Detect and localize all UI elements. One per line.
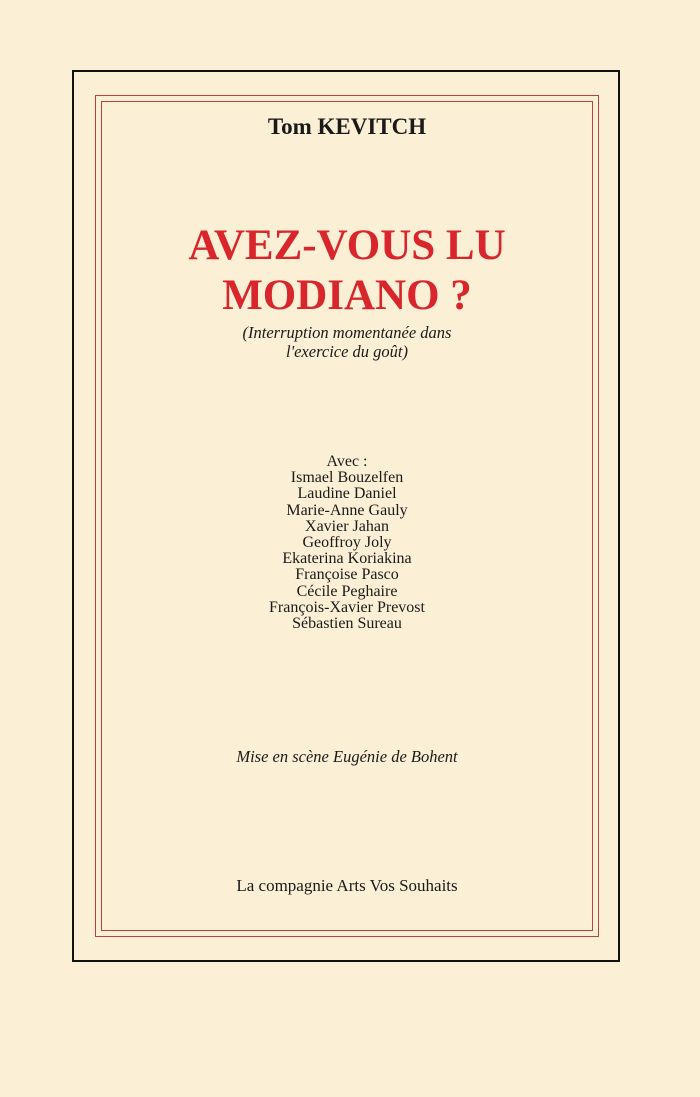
- title-line-2: MODIANO ?: [222, 272, 472, 319]
- cast-member: Cécile Peghaire: [296, 582, 398, 600]
- book-subtitle: [101, 323, 593, 361]
- cast-member: Françoise Pasco: [295, 566, 399, 584]
- cast-list: [101, 454, 593, 632]
- book-title: [101, 221, 593, 321]
- cast-member: Ismael Bouzelfen: [290, 469, 404, 487]
- subtitle-line-2: l'exercice du goût): [285, 342, 409, 361]
- author-name: Tom KEVITCH: [267, 114, 427, 139]
- company-name: La compagnie Arts Vos Souhaits: [236, 876, 458, 895]
- director-credit: Mise en scène Eugénie de Bohent: [236, 747, 458, 766]
- cast-member: Xavier Jahan: [305, 517, 389, 535]
- cast-intro: Avec :: [326, 453, 368, 470]
- cast-member: Marie-Anne Gauly: [286, 501, 408, 519]
- cast-member: Laudine Daniel: [297, 485, 397, 503]
- cover-content: [101, 101, 593, 931]
- cast-member: Ekaterina Koriakina: [282, 550, 412, 568]
- cast-member: Geoffroy Joly: [302, 534, 392, 552]
- subtitle-line-1: (Interruption momentanée dans: [242, 323, 452, 342]
- cast-member: Sébastien Sureau: [292, 615, 402, 633]
- cast-member: François-Xavier Prevost: [269, 598, 425, 616]
- title-line-1: AVEZ-VOUS LU: [188, 222, 506, 269]
